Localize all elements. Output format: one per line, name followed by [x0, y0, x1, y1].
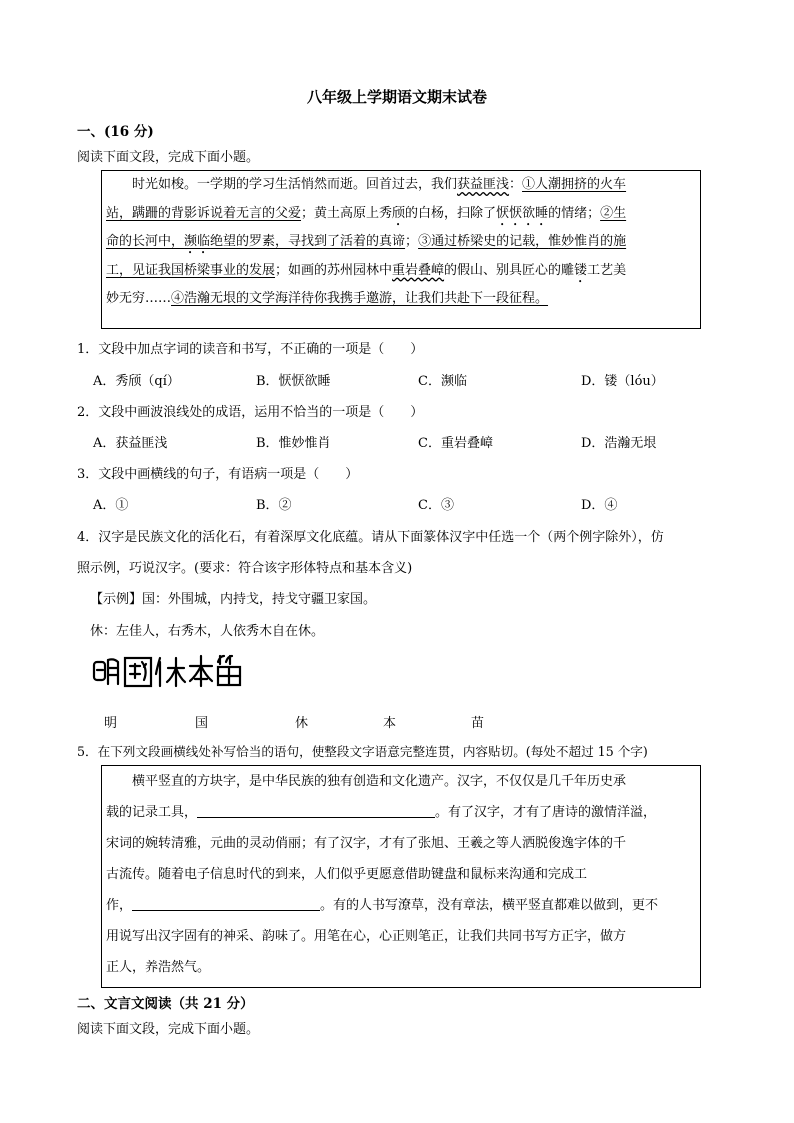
question-1-stem: 1．文段中加点字词的读音和书写，不正确的一项是（ ） — [77, 342, 424, 357]
passage-text: 的假山、别具匠心的雕 — [444, 262, 575, 278]
seal-label-ben: 本 — [383, 716, 397, 731]
seal-char-miao — [218, 656, 240, 685]
question-1-option-d[interactable]: D．镂（lóu） — [581, 374, 664, 389]
seal-label-ming: 明 — [104, 716, 118, 731]
answer-blank-2[interactable] — [132, 896, 320, 911]
passage-text: 的情绪； — [548, 205, 601, 221]
passage-text: 工艺美 — [587, 262, 627, 278]
section1-heading: 一、(16 分) — [77, 124, 154, 140]
underlined-sentence: 命的长河中， — [106, 234, 185, 249]
passage-line-4 — [106, 257, 696, 286]
q5-text: 。有了汉字，才有了唐诗的激情洋溢， — [435, 805, 657, 820]
question-4-example-1: 【示例】国：外围城，内持戈，持戈守疆卫家国。 — [90, 592, 377, 607]
passage-text: ；黄土高原上秀 — [301, 205, 393, 221]
passage-line-2 — [106, 200, 696, 229]
seal-char-xiu — [156, 658, 185, 686]
q5-line-3: 宋词的婉转清雅，元曲的灵动俏丽；有了汉字，才有了张旭、王羲之等人洒脱俊逸字体的千 — [106, 836, 627, 851]
dotted-word: 恹恹欲睡 — [496, 205, 549, 221]
question-2-stem: 2．文段中画波浪线处的成语，运用不恰当的一项是（ ） — [77, 405, 424, 420]
q5-line-2 — [106, 797, 696, 828]
dotted-word: 濒临 — [184, 234, 211, 249]
passage-line-5 — [106, 285, 696, 314]
passage-line-3 — [106, 228, 696, 257]
question-4-stem-line1: 4．汉字是民族文化的活化石，有着深厚文化底蕴。请从下面篆体汉字中任选一个（两个例字除外），仿 — [77, 530, 664, 545]
wavy-idiom: 惟妙惟肖 — [548, 234, 601, 249]
q5-text: 载的记录工具， — [106, 805, 198, 820]
question-2-option-c[interactable]: C．重岩叠嶂 — [418, 436, 493, 451]
q5-passage-box — [101, 765, 701, 988]
q5-line-7: 正人，养浩然气。 — [106, 960, 211, 975]
dotted-char: 镂 — [574, 262, 588, 278]
question-1-option-a[interactable]: A．秀颀（qí） — [93, 374, 180, 389]
seal-label-guo: 国 — [195, 716, 209, 731]
q5-line-4: 古流传。随着电子信息时代的到来，人们似乎更愿意借助键盘和鼠标来沟通和完成工 — [106, 867, 588, 882]
wavy-idiom: 获益匪浅 — [457, 177, 510, 192]
question-3-option-a[interactable]: A．① — [93, 498, 129, 513]
passage-text: ；如画的苏州园林中 — [275, 262, 393, 278]
seal-char-ben — [190, 656, 212, 686]
seal-char-guo — [125, 658, 151, 686]
question-2-option-b[interactable]: B．惟妙惟肖 — [256, 436, 331, 451]
passage-text: ： — [509, 177, 523, 192]
underlined-sentence: 的施 — [600, 234, 627, 249]
section1-instruction: 阅读下面文段，完成下面小题。 — [77, 150, 260, 165]
underlined-sentence: ②生 — [600, 205, 627, 221]
seal-label-miao: 苗 — [471, 716, 485, 731]
q5-line-1: 横平竖直的方块字，是中华民族的独有创造和文化遗产。汉字，不仅仅是几千年历史承 — [132, 774, 627, 789]
underlined-sentence: 站，蹒跚的背影诉说着无言的父爱 — [106, 205, 302, 221]
answer-blank-1[interactable] — [197, 803, 435, 818]
underlined-sentence: 工，见证我国桥梁事业的发展 — [106, 262, 276, 278]
passage-text: 的白杨，扫除了 — [405, 205, 497, 221]
question-3-option-b[interactable]: B．② — [256, 498, 292, 513]
question-1-option-b[interactable]: B．恹恹欲睡 — [256, 374, 331, 389]
question-4-example-2: 休：左佳人，右秀木，人依秀木自在休。 — [90, 624, 325, 639]
question-4-stem-line2: 照示例，巧说汉字。(要求：符合该字形体特点和基本含义) — [77, 561, 413, 576]
underlined-sentence: ④浩瀚无垠的文学海洋待你我携手邀游，让我们共赴下一段征程。 — [171, 291, 549, 306]
passage-box — [101, 170, 701, 329]
dotted-char: 颀 — [392, 205, 406, 221]
q5-line-5 — [106, 890, 696, 921]
underlined-sentence: ①人潮拥挤的火车 — [522, 177, 627, 192]
section2-heading: 二、文言文阅读（共 21 分） — [77, 996, 254, 1012]
question-2-option-d[interactable]: D．浩瀚无垠 — [581, 436, 657, 451]
question-1-option-c[interactable]: C．濒临 — [418, 374, 467, 389]
section2-instruction: 阅读下面文段，完成下面小题。 — [77, 1022, 260, 1037]
passage-line-1 — [106, 171, 696, 200]
q5-line-6: 用说写出汉字固有的神采、韵味了。用笔在心，心正则笔正，让我们共同书写方正字，做方 — [106, 929, 627, 944]
seal-label-xiu: 休 — [295, 716, 309, 731]
passage-text: 时光如梭。一学期的学习生活悄然而逝。回首过去，我们 — [132, 177, 458, 192]
question-3-option-d[interactable]: D．④ — [581, 498, 618, 513]
seal-script-characters-image — [92, 652, 244, 692]
seal-char-ming — [94, 659, 118, 684]
q5-text: 作， — [106, 898, 133, 913]
passage-text: ； — [405, 234, 419, 249]
passage-text: 妙无穷…… — [106, 291, 172, 306]
question-3-option-c[interactable]: C．③ — [418, 498, 454, 513]
underlined-sentence: 绝望的罗素，寻找到了活着的真谛 — [210, 234, 406, 249]
wavy-idiom: 重岩叠嶂 — [392, 262, 445, 278]
underlined-sentence: ③通过桥梁史的记载， — [418, 234, 549, 249]
question-5-stem: 5．在下列文段画横线处补写恰当的语句，使整段文字语意完整连贯，内容贴切。(每处不超过 15 个字) — [77, 744, 648, 759]
question-3-stem: 3．文段中画横线的句子，有语病一项是（ ） — [77, 467, 359, 482]
question-2-option-a[interactable]: A．获益匪浅 — [93, 436, 168, 451]
page-title: 八年级上学期语文期末试卷 — [306, 88, 487, 106]
q5-text: 。有的人书写潦草，没有章法，横平竖直都难以做到，更不 — [320, 898, 659, 913]
